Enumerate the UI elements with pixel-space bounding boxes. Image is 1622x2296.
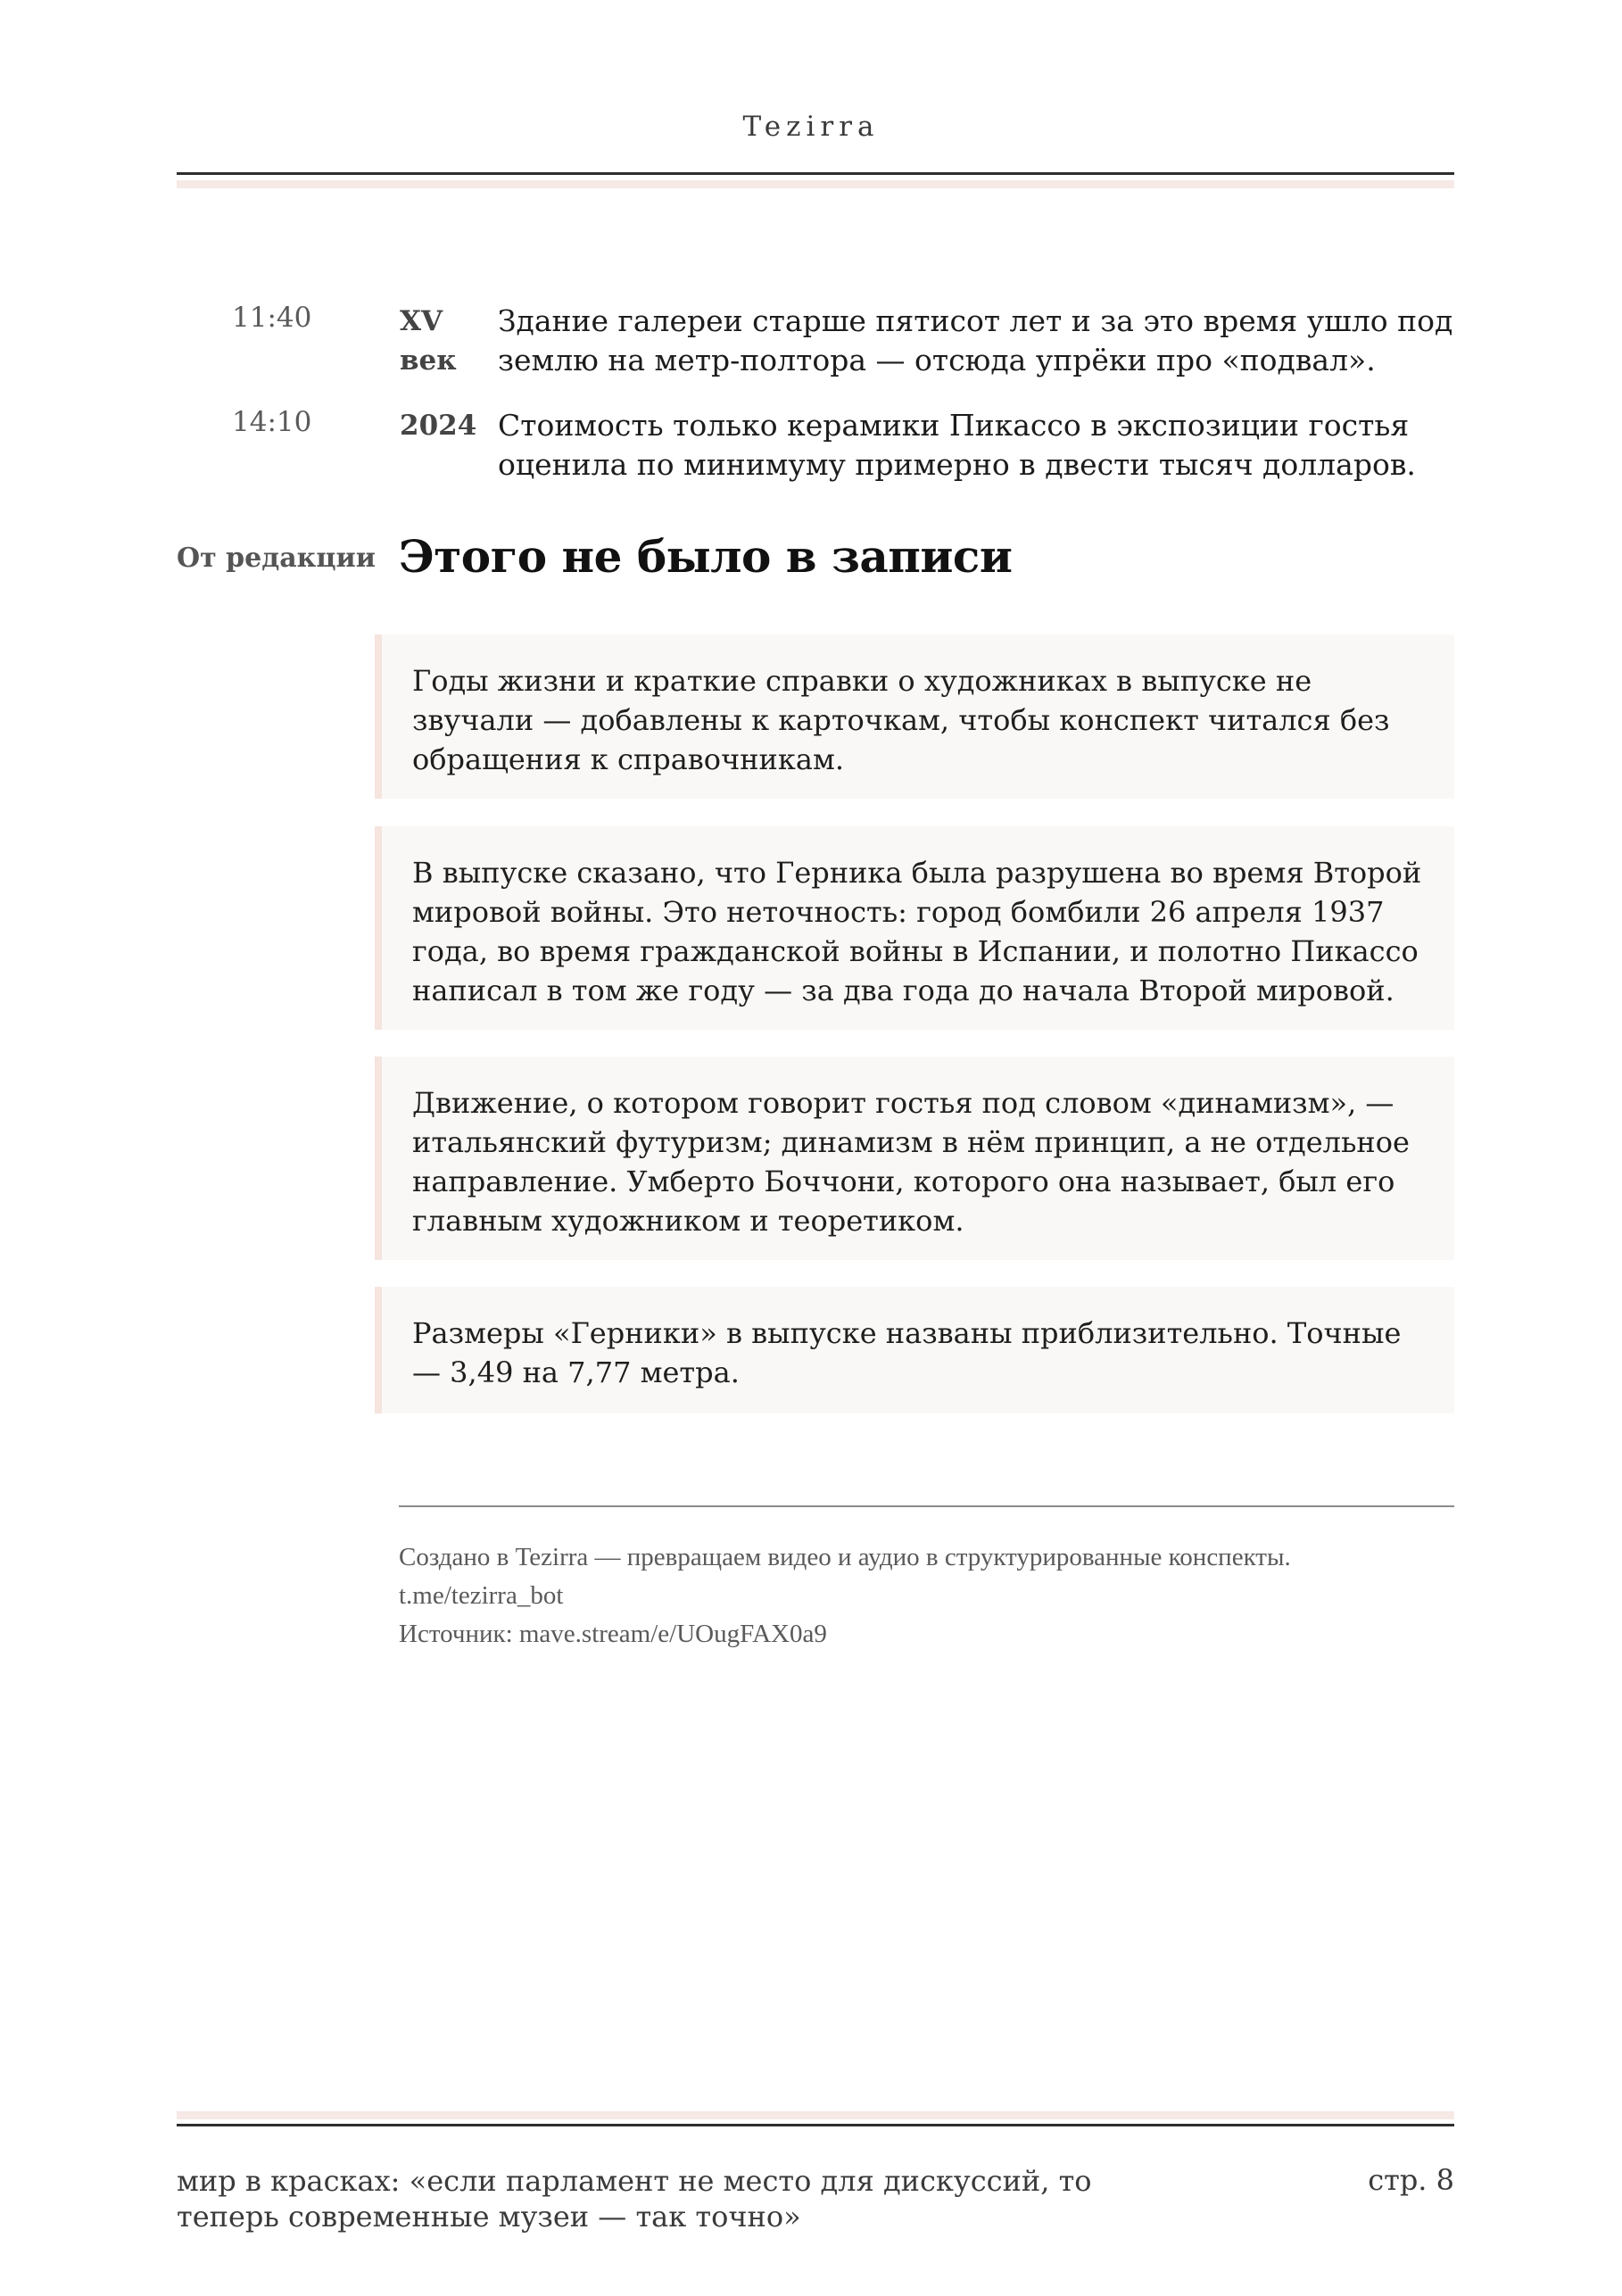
- page-number: стр. 8: [1368, 2163, 1454, 2197]
- brand-title: Tezirra: [742, 111, 880, 143]
- editorial-note: Движение, о котором говорит гостья под словом «динамизм», — итальянский футуризм; динамизм в нём принцип, а не отдельное направление. Умберто Боччони, которого она называет, был его главным художником и теоретиком.: [375, 1057, 1454, 1260]
- footer-document-title: мир в красках: «если парламент не место для дискуссий, то теперь современные музеи — так точно»: [177, 2164, 1092, 2234]
- timeline-period: XV век: [400, 305, 457, 377]
- editorial-note: Годы жизни и краткие справки о художниках в выпуске не звучали — добавлены к карточкам, чтобы конспект читался без обращения к справочникам.: [375, 634, 1454, 799]
- credits-tagline: Создано в Tezirra — превращаем видео и аудио в структурированные конспекты.: [399, 1543, 1291, 1571]
- editorial-note: В выпуске сказано, что Герника была разрушена во время Второй мировой войны. Это неточность: город бомбили 26 апреля 1937 года, во время гражданской войны в Испании, и полотно Пикассо написал в том же году — за два года до начала Второй мировой.: [375, 826, 1454, 1030]
- timeline-text: Здание галереи старше пятисот лет и за это время ушло под землю на метр-полтора — отсюда упрёки про «подвал».: [498, 303, 1453, 377]
- footer-rule-accent: [177, 2111, 1454, 2119]
- timeline-text: Стоимость только керамики Пикассо в экспозиции гостья оценила по минимуму примерно в двести тысяч долларов.: [498, 408, 1416, 482]
- credits-source[interactable]: Источник: mave.stream/e/UOugFAX0a9: [399, 1620, 827, 1648]
- editorial-title: Этого не было в записи: [399, 530, 1013, 583]
- credits-bot-link[interactable]: t.me/tezirra_bot: [399, 1581, 564, 1610]
- timeline-time: 14:10: [232, 406, 312, 438]
- timeline-period: 2024: [400, 410, 477, 442]
- header-rule: [177, 172, 1454, 175]
- credits: [399, 1538, 1291, 1654]
- timeline-time: 11:40: [232, 302, 312, 334]
- editorial-note: Размеры «Герники» в выпуске названы приблизительно. Точные — 3,49 на 7,77 метра.: [375, 1287, 1454, 1413]
- credits-divider: [399, 1505, 1454, 1507]
- editorial-label: От редакции: [177, 543, 376, 574]
- footer-rule: [177, 2124, 1454, 2126]
- header-rule-accent: [177, 180, 1454, 188]
